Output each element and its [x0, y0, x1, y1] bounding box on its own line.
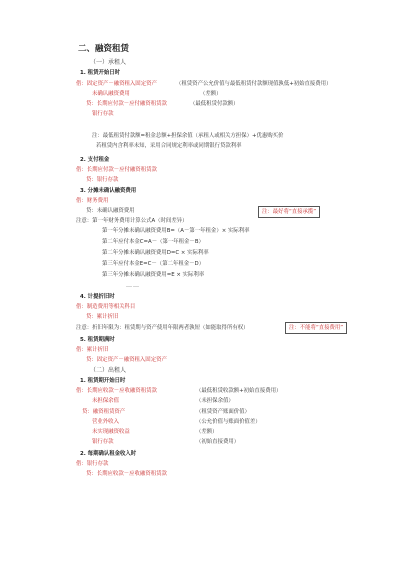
lessee-step1-note2: 若租赁内含利率未知，采用合同规定利率或同期银行贷款利率: [96, 143, 242, 149]
lessor-step1-debit-note: （最低租赁收款额+初始直接费用）: [196, 388, 282, 394]
lessee-step3-formula4: 第二年分摊未确认融资费用D=C × 实际利率: [102, 250, 209, 256]
lessor-step2-title: 2. 每期确认租金收入时: [80, 451, 137, 457]
page-heading: 二、融资租赁: [78, 44, 130, 54]
lessee-step3-title: 3. 分摊未确认融资费用: [80, 188, 137, 194]
lessee-step3-debit: 借：财务费用: [76, 198, 109, 204]
lessor-step1-credit4-note: （初始直接费用）: [196, 439, 240, 445]
lessee-step4-note: 注意：折旧年限为：租赁期与资产使用年限两者孰短（如能取得所有权）: [76, 325, 249, 331]
lessee-step4-debit: 借：制造费用等相关科目: [76, 304, 136, 310]
lessor-step1-credit3: 未实现融资收益: [92, 429, 130, 435]
lessee-step5-credit: 贷：固定资产－融资租入固定资产: [86, 357, 167, 363]
lessee-step1-debit-note: （租赁资产公允价值与最低租赁付款额现值孰低+初始直接费用）: [176, 81, 332, 87]
lessor-step1-credit4: 银行存款: [92, 439, 114, 445]
lessor-step1-debit2: 未担保余值: [92, 398, 119, 404]
lessee-step1-credit: 贷：长期应付款－应付融资租赁款: [86, 101, 167, 107]
lessee-step1-credit-note: （最低租赁付款额）: [190, 101, 239, 107]
callout-note-1: 注：最好将“直接承揽”: [258, 206, 320, 218]
lessor-step1-title: 1. 租赁期开始日时: [80, 378, 126, 384]
lessor-step1-credit-note: （租赁资产账面价值）: [196, 409, 250, 415]
lessor-step1-credit3-note: （差额）: [196, 429, 218, 435]
lessee-step3-formula2: 第一年分摊未确认融资费用B=（A－第一年租金）× 实际利率: [102, 228, 250, 234]
lessee-step2-title: 2. 支付租金: [80, 157, 110, 163]
lessee-step1-note1: 注：最低租赁付款额=租金总额+担保余值（承租人或相关方担保）+优惠购买价: [92, 133, 284, 139]
lessor-step2-debit: 借：银行存款: [76, 461, 109, 467]
section-lessor-title: （二）出租人: [90, 367, 127, 374]
callout-note-2: 注：不能将“直接费用”: [285, 322, 347, 334]
ellipsis: ……: [126, 282, 140, 289]
lessee-step1-credit2: 银行存款: [92, 111, 114, 117]
lessee-step1-title: 1. 租赁开始日时: [80, 70, 121, 76]
lessee-step1-debit2-note: （差额）: [200, 91, 222, 97]
lessor-step1-debit: 借：长期应收款－应收融资租赁款: [76, 388, 157, 394]
lessee-step4-title: 4. 计提折旧时: [80, 294, 115, 300]
lessee-step5-title: 5. 租赁期满时: [80, 337, 115, 343]
lessee-step2-credit: 贷：银行存款: [86, 177, 119, 183]
lessor-step1-credit2: 营业外收入: [92, 419, 119, 425]
lessee-step3-credit: 贷：未确认融资费用: [86, 208, 135, 214]
lessor-step1-credit2-note: （公允价值与账面价值差）: [196, 419, 261, 425]
lessee-step3-formula5: 第三年应付本金E=C－（第二年租金－D）: [102, 261, 205, 267]
lessee-step3-formula6: 第三年分摊未确认融资费用=E × 实际利率: [102, 272, 205, 278]
lessee-step3-formula3: 第二年应付本金C=A－（第一年租金－B）: [102, 239, 204, 245]
lessee-step5-debit: 借：累计折旧: [76, 347, 109, 353]
lessee-step3-formula1: 注意：第一年财务费用计算公式A（时间差异）: [76, 218, 188, 224]
lessee-step1-debit2: 未确认融资费用: [92, 91, 130, 97]
lessor-step2-credit: 贷：长期应收款－应收融资租赁款: [86, 471, 167, 477]
lessee-step1-debit: 借：固定资产－融资租入固定资产: [76, 81, 157, 87]
section-lessee-title: （一）承租人: [90, 59, 127, 66]
lessee-step4-credit: 贷：累计折旧: [86, 314, 119, 320]
lessee-step2-debit: 借：长期应付款－应付融资租赁款: [76, 167, 157, 173]
lessor-step1-credit: 贷：融资租赁资产: [82, 409, 126, 415]
lessor-step1-debit2-note: （未担保余值）: [196, 398, 234, 404]
